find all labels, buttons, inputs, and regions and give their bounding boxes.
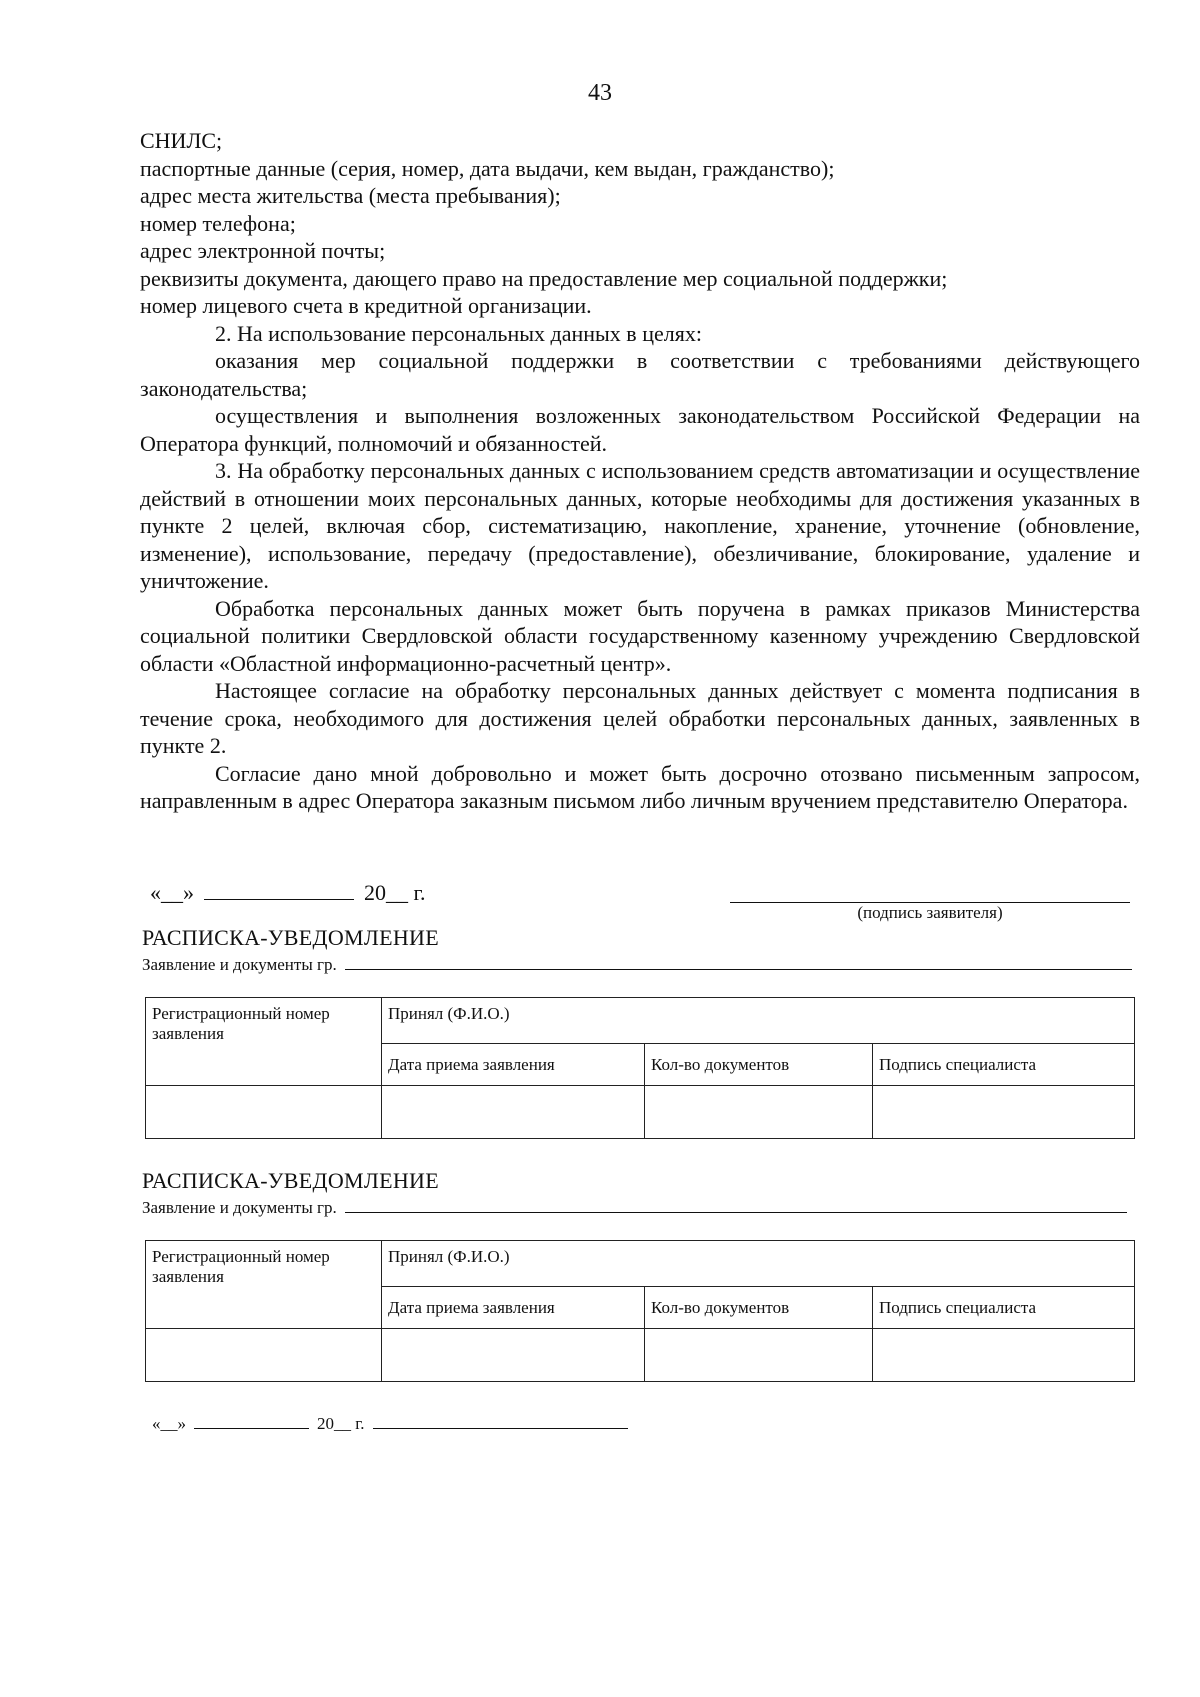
receipt-title-2: РАСПИСКА-УВЕДОМЛЕНИЕ bbox=[142, 1168, 439, 1193]
consent-withdrawal: Согласие дано мной добровольно и может быть досрочно отозвано письменным запросом, направленным в адрес Оператора заказным письмом либо личным вручением представителю Оператора. bbox=[140, 760, 1140, 813]
consent-validity: Настоящее согласие на обработку персональных данных действует с момента подписания в течение срока, необходимого для достижения целей обработки персональных данных, заявленных в пункте 2. bbox=[140, 678, 1140, 758]
reg-number-header: Регистрационный номер заявления bbox=[146, 998, 382, 1086]
receipt-applicant-name-field-2[interactable] bbox=[345, 1198, 1127, 1213]
accepted-by-header: Принял (Ф.И.О.) bbox=[382, 1241, 1135, 1287]
receipt-applicant-name-field-1[interactable] bbox=[345, 955, 1132, 970]
receipt-table-2 bbox=[145, 1240, 1135, 1382]
bottom-signature-blank[interactable] bbox=[373, 1410, 628, 1429]
date-received-header: Дата приема заявления bbox=[382, 1287, 645, 1329]
consent-line-email: адрес электронной почты; bbox=[140, 238, 386, 263]
bottom-date-year: 20__ г. bbox=[317, 1414, 365, 1433]
item-3: 3. На обработку персональных данных с использованием средств автоматизации и осуществление действий в отношении моих персональных данных, которые необходимы для достижения указанных в пункте 2 целей, включая сбор, систематизацию, накопление, хранение, уточнение (обновление, изменение), использование, передачу (предоставление), обезличивание, блокирование, удаление и уничтожение. bbox=[140, 458, 1140, 593]
reg-number-cell[interactable] bbox=[146, 1329, 382, 1382]
consent-line-passport: паспортные данные (серия, номер, дата выдачи, кем выдан, гражданство); bbox=[140, 155, 835, 181]
item-2-purpose-2: осуществления и выполнения возложенных законодательством Российской Федерации на Оператора функций, полномочий и обязанностей. bbox=[140, 403, 1140, 456]
doc-count-header: Кол-во документов bbox=[645, 1044, 873, 1086]
date-month-blank[interactable] bbox=[204, 881, 354, 900]
consent-line-address: адрес места жительства (места пребывания); bbox=[140, 183, 561, 208]
receipt-table-1 bbox=[145, 997, 1135, 1139]
item-2-heading: 2. На использование персональных данных в целях: bbox=[215, 320, 702, 346]
reg-number-header: Регистрационный номер заявления bbox=[146, 1241, 382, 1329]
date-received-cell[interactable] bbox=[382, 1329, 645, 1382]
specialist-signature-header: Подпись специалиста bbox=[873, 1287, 1135, 1329]
doc-count-header: Кол-во документов bbox=[645, 1287, 873, 1329]
accepted-by-header: Принял (Ф.И.О.) bbox=[382, 998, 1135, 1044]
bottom-date-field[interactable] bbox=[152, 1410, 628, 1434]
reg-number-cell[interactable] bbox=[146, 1086, 382, 1139]
specialist-signature-header: Подпись специалиста bbox=[873, 1044, 1135, 1086]
specialist-signature-cell[interactable] bbox=[873, 1329, 1135, 1382]
consent-text bbox=[140, 127, 1140, 815]
receipt-title-1: РАСПИСКА-УВЕДОМЛЕНИЕ bbox=[142, 925, 439, 950]
receipt-subtitle-label-1: Заявление и документы гр. bbox=[142, 955, 337, 974]
consent-line-document: реквизиты документа, дающего право на предоставление мер социальной поддержки; bbox=[140, 265, 948, 291]
doc-count-cell[interactable] bbox=[645, 1329, 873, 1382]
consent-line-account: номер лицевого счета в кредитной организации. bbox=[140, 293, 592, 318]
item-2-purpose-1: оказания мер социальной поддержки в соответствии с требованиями действующего законодательства; bbox=[140, 348, 1140, 401]
date-year: 20__ г. bbox=[364, 880, 426, 905]
applicant-signature-caption: (подпись заявителя) bbox=[857, 903, 1003, 922]
date-field[interactable] bbox=[150, 880, 426, 906]
bottom-date-month-blank[interactable] bbox=[194, 1410, 309, 1429]
processing-delegation: Обработка персональных данных может быть поручена в рамках приказов Министерства социальной политики Свердловской области государственному казенному учреждению Свердловской области «Областной информационно-расчетный центр». bbox=[140, 595, 1140, 676]
date-day: «__» bbox=[150, 880, 194, 905]
date-received-header: Дата приема заявления bbox=[382, 1044, 645, 1086]
page-number: 43 bbox=[588, 80, 612, 106]
doc-count-cell[interactable] bbox=[645, 1086, 873, 1139]
bottom-date-day: «__» bbox=[152, 1414, 186, 1433]
receipt-subtitle-label-2: Заявление и документы гр. bbox=[142, 1198, 337, 1217]
specialist-signature-cell[interactable] bbox=[873, 1086, 1135, 1139]
consent-line-snils: СНИЛС; bbox=[140, 128, 223, 153]
consent-line-phone: номер телефона; bbox=[140, 210, 296, 236]
date-received-cell[interactable] bbox=[382, 1086, 645, 1139]
receipt-subtitle-2[interactable] bbox=[142, 1198, 1127, 1218]
receipt-subtitle-1[interactable] bbox=[142, 955, 1132, 975]
